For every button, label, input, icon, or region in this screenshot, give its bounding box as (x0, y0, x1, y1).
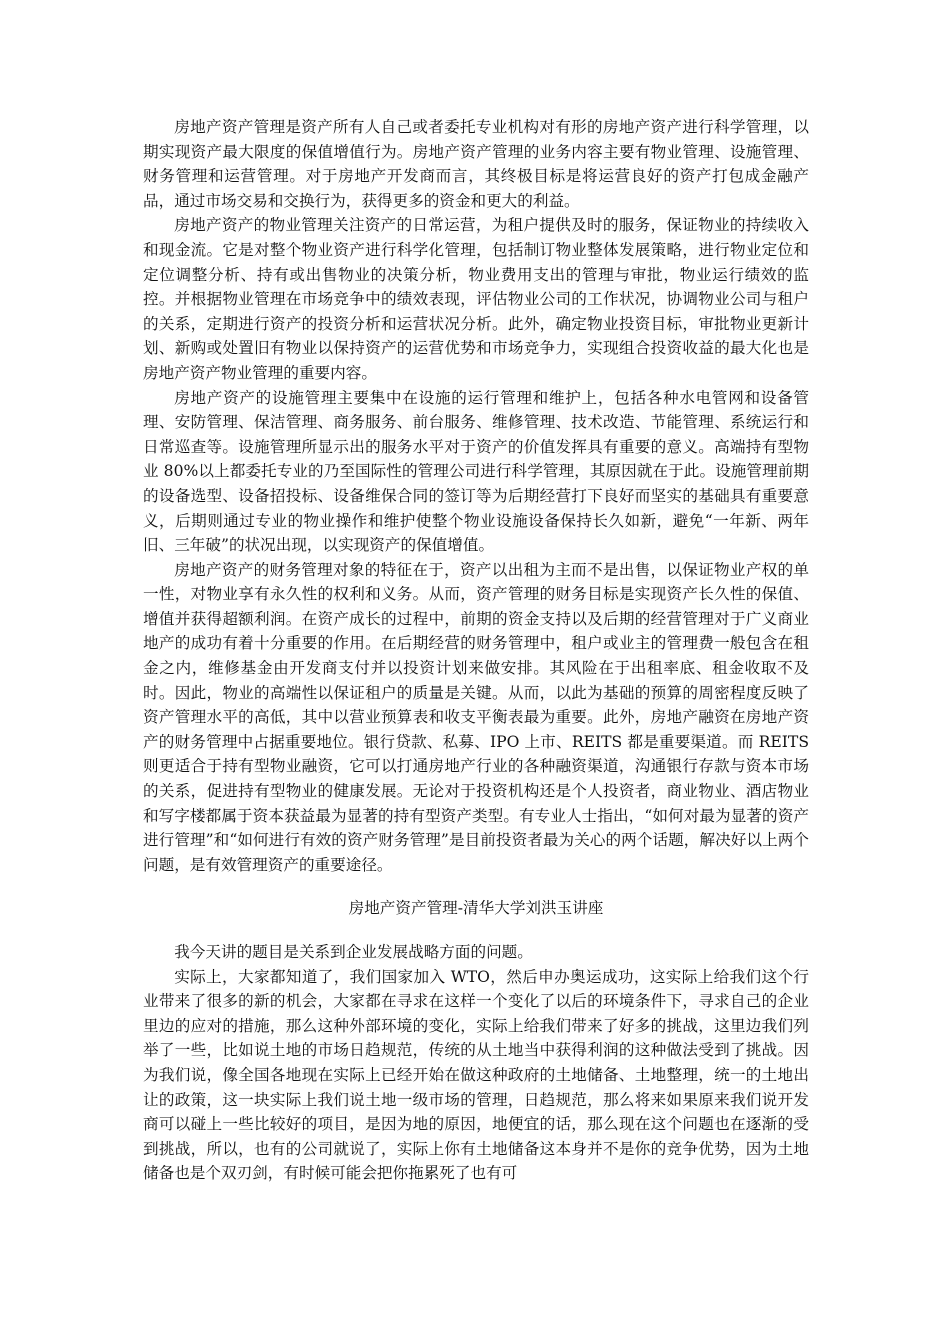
article-paragraph-4: 房地产资产的财务管理对象的特征在于，资产以出租为主而不是出售，以保证物业产权的单一性，对物业享有永久性的权利和义务。从而，资产管理的财务目标是实现资产长久性的保值、增值并获得超额利润。在资产成长的过程中，前期的资金支持以及后期的经营管理对于广义商业地产的成功有着十分重要的作用。在后期经营的财务管理中，租户或业主的管理费一般包含在租金之内，维修基金由开发商支付并以投资计划来做安排。其风险在于出租率底、租金收取不及时。因此，物业的高端性以保证租户的质量是关键。从而，以此为基础的预算的周密程度反映了资产管理水平的高低，其中以营业预算表和收支平衡表最为重要。此外，房地产融资在房地产资产的财务管理中占据重要地位。银行贷款、私募、IPO 上市、REITS 都是重要渠道。而 REITS 则更适合于持有型物业融资，它可以打通房地产行业的各种融资渠道，沟通银行存款与资本市场的关系，促进持有型物业的健康发展。无论对于投资机构还是个人投资者，商业物业、酒店物业和写字楼都属于资本获益最为显著的持有型资产类型。有专业人士指出，“如何对最为显著的资产进行管理”和“如何进行有效的资产财务管理”是目前投资者最为关心的两个话题，解决好以上两个问题，是有效管理资产的重要途径。 (143, 560, 809, 874)
lecture-paragraph-2: 实际上，大家都知道了，我们国家加入 WTO，然后申办奥运成功，这实际上给我们这个行业带来了很多的新的机会，大家都在寻求在这样一个变化了以后的环境条件下，寻求自己的企业里边的应对的措施，那么这种外部环境的变化，实际上给我们带来了好多的挑战，这里边我们列举了一些，比如说土地的市场日趋规范，传统的从土地当中获得利润的这种做法受到了挑战。因为我们说，像全国各地现在实际上已经开始在做这种政府的土地储备、土地整理，统一的土地出让的政策，这一块实际上我们说土地一级市场的管理，日趋规范，那么将来如果原来我们说开发商可以碰上一些比较好的项目，是因为地的原因，地便宜的话，那么现在这个问题也在逐渐的受到挑战，所以，也有的公司就说了，实际上你有土地储备这本身并不是你的竞争优势，因为土地储备也是个双刃剑，有时候可能会把你拖累死了也有可 (143, 967, 809, 1183)
article-paragraph-1: 房地产资产管理是资产所有人自己或者委托专业机构对有形的房地产资产进行科学管理，以期实现资产最大限度的保值增值行为。房地产资产管理的业务内容主要有物业管理、设施管理、财务管理和运营管理。对于房地产开发商而言，其终极目标是将运营良好的资产打包成金融产品，通过市场交易和交换行为，获得更多的资金和更大的利益。 (143, 118, 809, 210)
article-paragraph-3: 房地产资产的设施管理主要集中在设施的运行管理和维护上，包括各种水电管网和设备管理、安防管理、保洁管理、商务服务、前台服务、维修管理、技术改造、节能管理、系统运行和日常巡查等。设施管理所显示出的服务水平对于资产的价值发挥具有重要的意义。高端持有型物业 80%以上都委托专业的乃至国际性的管理公司进行科学管理，其原因就在于此。设施管理前期的设备选型、设备招投标、设备维保合同的签订等为后期经营打下良好而坚实的基础具有重要意义，后期则通过专业的物业操作和维护使整个物业设施设备保持长久如新，避免“一年新、两年旧、三年破”的状况出现，以实现资产的保值增值。 (143, 388, 809, 555)
document-page (143, 115, 809, 1186)
lecture-paragraph-1: 我今天讲的题目是关系到企业发展战略方面的问题。 (174, 943, 533, 961)
lecture-title: 房地产资产管理-清华大学刘洪玉讲座 (348, 899, 604, 918)
article-paragraph-2: 房地产资产的物业管理关注资产的日常运营，为租户提供及时的服务，保证物业的持续收入和现金流。它是对整个物业资产进行科学化管理，包括制订物业整体发展策略，进行物业定位和定位调整分析、持有或出售物业的决策分析，物业费用支出的管理与审批，物业运行绩效的监控。并根据物业管理在市场竞争中的绩效表现，评估物业公司的工作状况，协调物业公司与租户的关系，定期进行资产的投资分析和运营状况分析。此外，确定物业投资目标，审批物业更新计划、新购或处置旧有物业以保持资产的运营优势和市场竞争力，实现组合投资收益的最大化也是房地产资产物业管理的重要内容。 (143, 216, 809, 382)
